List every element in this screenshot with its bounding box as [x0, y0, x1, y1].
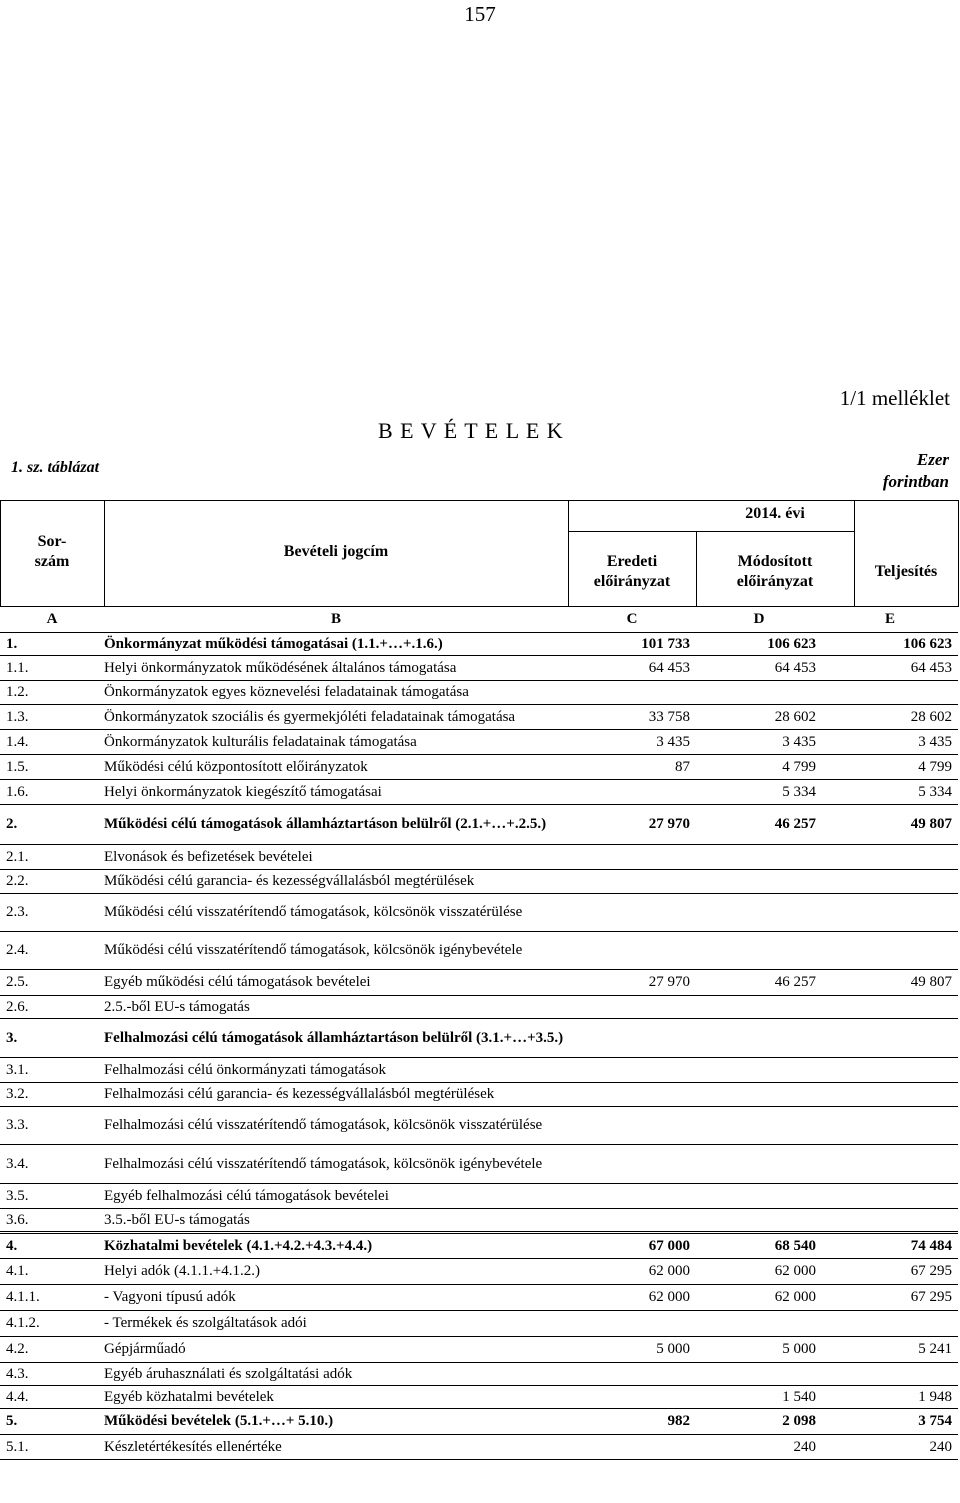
row-number: 3.6.: [0, 1208, 104, 1232]
table-row: [0, 1258, 958, 1284]
value-eredeti: [568, 1183, 696, 1208]
value-modositott: [696, 1144, 822, 1183]
value-teljesites: [822, 1057, 958, 1082]
row-number: 2.: [0, 804, 104, 844]
value-eredeti: [568, 844, 696, 869]
value-teljesites: 3 754: [822, 1408, 958, 1434]
value-eredeti: 62 000: [568, 1284, 696, 1310]
value-modositott: 3 435: [696, 729, 822, 754]
value-eredeti: [568, 1208, 696, 1232]
table-row: [0, 704, 958, 729]
table-row: [0, 844, 958, 869]
row-title: Önkormányzatok egyes köznevelési feladatainak támogatása: [104, 680, 568, 704]
value-eredeti: [568, 1018, 696, 1057]
row-title: Önkormányzatok szociális és gyermekjóléti feladatainak támogatása: [104, 704, 568, 729]
row-title: Helyi önkormányzatok működésének általános támogatása: [104, 655, 568, 680]
value-eredeti: 101 733: [568, 632, 696, 655]
value-eredeti: [568, 931, 696, 969]
row-title: Felhalmozási célú támogatások államháztartáson belülről (3.1.+…+3.5.): [104, 1018, 568, 1057]
value-modositott: 4 799: [696, 754, 822, 779]
row-number: 4.4.: [0, 1385, 104, 1408]
value-modositott: [696, 893, 822, 931]
row-title: Felhalmozási célú visszatérítendő támogatások, kölcsönök visszatérülése: [104, 1106, 568, 1144]
value-teljesites: [822, 1208, 958, 1232]
row-number: 4.1.1.: [0, 1284, 104, 1310]
value-teljesites: [822, 1082, 958, 1106]
value-eredeti: [568, 995, 696, 1018]
value-modositott: 64 453: [696, 655, 822, 680]
table-row: [0, 1310, 958, 1336]
table-row: [0, 995, 958, 1018]
row-title: Gépjárműadó: [104, 1336, 568, 1362]
value-eredeti: 64 453: [568, 655, 696, 680]
revenue-table: [0, 607, 958, 1460]
value-teljesites: 49 807: [822, 804, 958, 844]
value-modositott: 68 540: [696, 1232, 822, 1258]
row-title: 2.5.-ből EU-s támogatás: [104, 995, 568, 1018]
row-title: Működési célú támogatások államháztartáson belülről (2.1.+…+.2.5.): [104, 804, 568, 844]
row-number: 3.2.: [0, 1082, 104, 1106]
value-eredeti: 33 758: [568, 704, 696, 729]
row-number: 2.3.: [0, 893, 104, 931]
value-modositott: 62 000: [696, 1284, 822, 1310]
table-row: [0, 632, 958, 655]
value-teljesites: 74 484: [822, 1232, 958, 1258]
value-eredeti: 982: [568, 1408, 696, 1434]
value-teljesites: [822, 1018, 958, 1057]
value-modositott: 28 602: [696, 704, 822, 729]
value-modositott: 1 540: [696, 1385, 822, 1408]
row-title: Működési célú garancia- és kezességvállalásból megtérülések: [104, 869, 568, 893]
value-eredeti: 87: [568, 754, 696, 779]
row-title: Helyi önkormányzatok kiegészítő támogatásai: [104, 779, 568, 804]
row-number: 2.4.: [0, 931, 104, 969]
row-number: 1.3.: [0, 704, 104, 729]
row-title: Önkormányzat működési támogatásai (1.1.+…+.1.6.): [104, 632, 568, 655]
row-number: 5.: [0, 1408, 104, 1434]
value-eredeti: [568, 1362, 696, 1385]
table-row: [0, 804, 958, 844]
value-modositott: 46 257: [696, 804, 822, 844]
value-modositott: [696, 995, 822, 1018]
value-modositott: 2 098: [696, 1408, 822, 1434]
row-number: 5.1.: [0, 1434, 104, 1459]
value-eredeti: [568, 1082, 696, 1106]
header-teljesites: Teljesítés: [874, 563, 938, 580]
value-eredeti: [568, 1310, 696, 1336]
value-modositott: [696, 931, 822, 969]
value-eredeti: 3 435: [568, 729, 696, 754]
value-modositott: [696, 1310, 822, 1336]
row-number: 4.2.: [0, 1336, 104, 1362]
value-teljesites: 67 295: [822, 1284, 958, 1310]
table-row: [0, 1018, 958, 1057]
column-letters-row: [0, 607, 958, 632]
row-title: Egyéb áruhasználati és szolgáltatási adók: [104, 1362, 568, 1385]
value-eredeti: [568, 869, 696, 893]
table-row: [0, 729, 958, 754]
table-header: [0, 500, 960, 606]
column-letter-a: A: [0, 607, 104, 632]
value-modositott: [696, 1362, 822, 1385]
table-row: [0, 1284, 958, 1310]
row-number: 4.1.: [0, 1258, 104, 1284]
row-title: Működési bevételek (5.1.+…+ 5.10.): [104, 1408, 568, 1434]
header-year: 2014. évi: [745, 505, 805, 522]
table-row: [0, 869, 958, 893]
unit-line-2: forintban: [882, 472, 949, 491]
value-modositott: [696, 844, 822, 869]
row-number: 3.4.: [0, 1144, 104, 1183]
value-modositott: [696, 1208, 822, 1232]
row-title: Készletértékesítés ellenértéke: [104, 1434, 568, 1459]
value-eredeti: [568, 779, 696, 804]
table-row: [0, 893, 958, 931]
row-title: Működési célú visszatérítendő támogatások, kölcsönök igénybevétele: [104, 931, 568, 969]
row-number: 4.1.2.: [0, 1310, 104, 1336]
value-modositott: [696, 1057, 822, 1082]
value-eredeti: [568, 893, 696, 931]
row-title: Egyéb közhatalmi bevételek: [104, 1385, 568, 1408]
table-row: [0, 1106, 958, 1144]
value-teljesites: [822, 893, 958, 931]
value-modositott: [696, 1082, 822, 1106]
revenue-table-body: [0, 607, 958, 1459]
value-teljesites: 49 807: [822, 969, 958, 995]
header-jogcim: Bevételi jogcím: [283, 543, 389, 560]
value-modositott: [696, 869, 822, 893]
value-teljesites: [822, 844, 958, 869]
row-title: Egyéb működési célú támogatások bevételei: [104, 969, 568, 995]
document-title: B E V É T E L E K: [378, 418, 564, 443]
value-modositott: 5 334: [696, 779, 822, 804]
row-title: Helyi adók (4.1.1.+4.1.2.): [104, 1258, 568, 1284]
value-modositott: [696, 1018, 822, 1057]
value-eredeti: [568, 1057, 696, 1082]
row-number: 1.2.: [0, 680, 104, 704]
value-teljesites: [822, 1106, 958, 1144]
row-number: 2.1.: [0, 844, 104, 869]
table-row: [0, 1408, 958, 1434]
value-modositott: 106 623: [696, 632, 822, 655]
row-number: 3.1.: [0, 1057, 104, 1082]
value-teljesites: [822, 995, 958, 1018]
value-eredeti: 62 000: [568, 1258, 696, 1284]
row-number: 1.4.: [0, 729, 104, 754]
value-teljesites: [822, 1362, 958, 1385]
header-sorszam: Sor- szám: [34, 533, 70, 570]
value-eredeti: [568, 1385, 696, 1408]
table-row: [0, 969, 958, 995]
row-title: Felhalmozási célú önkormányzati támogatások: [104, 1057, 568, 1082]
value-eredeti: 27 970: [568, 969, 696, 995]
value-modositott: 46 257: [696, 969, 822, 995]
value-modositott: 5 000: [696, 1336, 822, 1362]
row-number: 4.3.: [0, 1362, 104, 1385]
row-number: 1.: [0, 632, 104, 655]
table-row: [0, 931, 958, 969]
value-eredeti: [568, 1144, 696, 1183]
row-number: 2.6.: [0, 995, 104, 1018]
row-title: Működési célú visszatérítendő támogatások, kölcsönök visszatérülése: [104, 893, 568, 931]
row-title: Önkormányzatok kulturális feladatainak támogatása: [104, 729, 568, 754]
value-eredeti: 67 000: [568, 1232, 696, 1258]
table-row: [0, 1144, 958, 1183]
row-title: Felhalmozási célú garancia- és kezességvállalásból megtérülések: [104, 1082, 568, 1106]
table-row: [0, 779, 958, 804]
column-letter-d: D: [696, 607, 822, 632]
value-teljesites: 4 799: [822, 754, 958, 779]
table-row: [0, 1385, 958, 1408]
table-row: [0, 1208, 958, 1232]
value-eredeti: [568, 1434, 696, 1459]
row-number: 1.5.: [0, 754, 104, 779]
column-letter-c: C: [568, 607, 696, 632]
table-row: [0, 754, 958, 779]
value-teljesites: [822, 931, 958, 969]
table-row: [0, 1082, 958, 1106]
row-title: - Vagyoni típusú adók: [104, 1284, 568, 1310]
value-teljesites: [822, 869, 958, 893]
table-row: [0, 1057, 958, 1082]
table-row: [0, 1434, 958, 1459]
row-title: Elvonások és befizetések bevételei: [104, 844, 568, 869]
column-letter-b: B: [104, 607, 568, 632]
table-row: [0, 655, 958, 680]
unit-label: [883, 449, 949, 493]
row-number: 3.3.: [0, 1106, 104, 1144]
value-teljesites: [822, 680, 958, 704]
table-row: [0, 1336, 958, 1362]
value-modositott: [696, 680, 822, 704]
value-teljesites: 28 602: [822, 704, 958, 729]
value-teljesites: 106 623: [822, 632, 958, 655]
value-eredeti: [568, 1106, 696, 1144]
annex-label: 1/1 melléklet: [839, 386, 950, 410]
unit-line-1: Ezer: [916, 450, 949, 469]
table-row: [0, 1232, 958, 1258]
row-title: - Termékek és szolgáltatások adói: [104, 1310, 568, 1336]
value-teljesites: 64 453: [822, 655, 958, 680]
table-row: [0, 1362, 958, 1385]
value-teljesites: [822, 1310, 958, 1336]
row-title: Egyéb felhalmozási célú támogatások bevételei: [104, 1183, 568, 1208]
row-number: 2.5.: [0, 969, 104, 995]
row-number: 1.6.: [0, 779, 104, 804]
row-number: 2.2.: [0, 869, 104, 893]
value-teljesites: 5 241: [822, 1336, 958, 1362]
value-modositott: 240: [696, 1434, 822, 1459]
column-letter-e: E: [822, 607, 958, 632]
value-teljesites: 67 295: [822, 1258, 958, 1284]
header-modositott: Módosított előirányzat: [736, 553, 814, 590]
value-modositott: 62 000: [696, 1258, 822, 1284]
value-teljesites: [822, 1144, 958, 1183]
header-eredeti: Eredeti előirányzat: [593, 553, 671, 590]
value-eredeti: 5 000: [568, 1336, 696, 1362]
value-eredeti: 27 970: [568, 804, 696, 844]
value-modositott: [696, 1106, 822, 1144]
row-title: Közhatalmi bevételek (4.1.+4.2.+4.3.+4.4.): [104, 1232, 568, 1258]
table-label: 1. sz. táblázat: [11, 459, 100, 476]
row-number: 4.: [0, 1232, 104, 1258]
page-number: 157: [464, 2, 496, 26]
table-row: [0, 680, 958, 704]
value-teljesites: 240: [822, 1434, 958, 1459]
value-teljesites: [822, 1183, 958, 1208]
row-number: 3.5.: [0, 1183, 104, 1208]
value-teljesites: 5 334: [822, 779, 958, 804]
table-row: [0, 1183, 958, 1208]
row-title: Felhalmozási célú visszatérítendő támogatások, kölcsönök igénybevétele: [104, 1144, 568, 1183]
row-number: 1.1.: [0, 655, 104, 680]
row-number: 3.: [0, 1018, 104, 1057]
value-teljesites: 1 948: [822, 1385, 958, 1408]
value-eredeti: [568, 680, 696, 704]
value-modositott: [696, 1183, 822, 1208]
row-title: Működési célú központosított előirányzatok: [104, 754, 568, 779]
row-title: 3.5.-ből EU-s támogatás: [104, 1208, 568, 1232]
value-teljesites: 3 435: [822, 729, 958, 754]
